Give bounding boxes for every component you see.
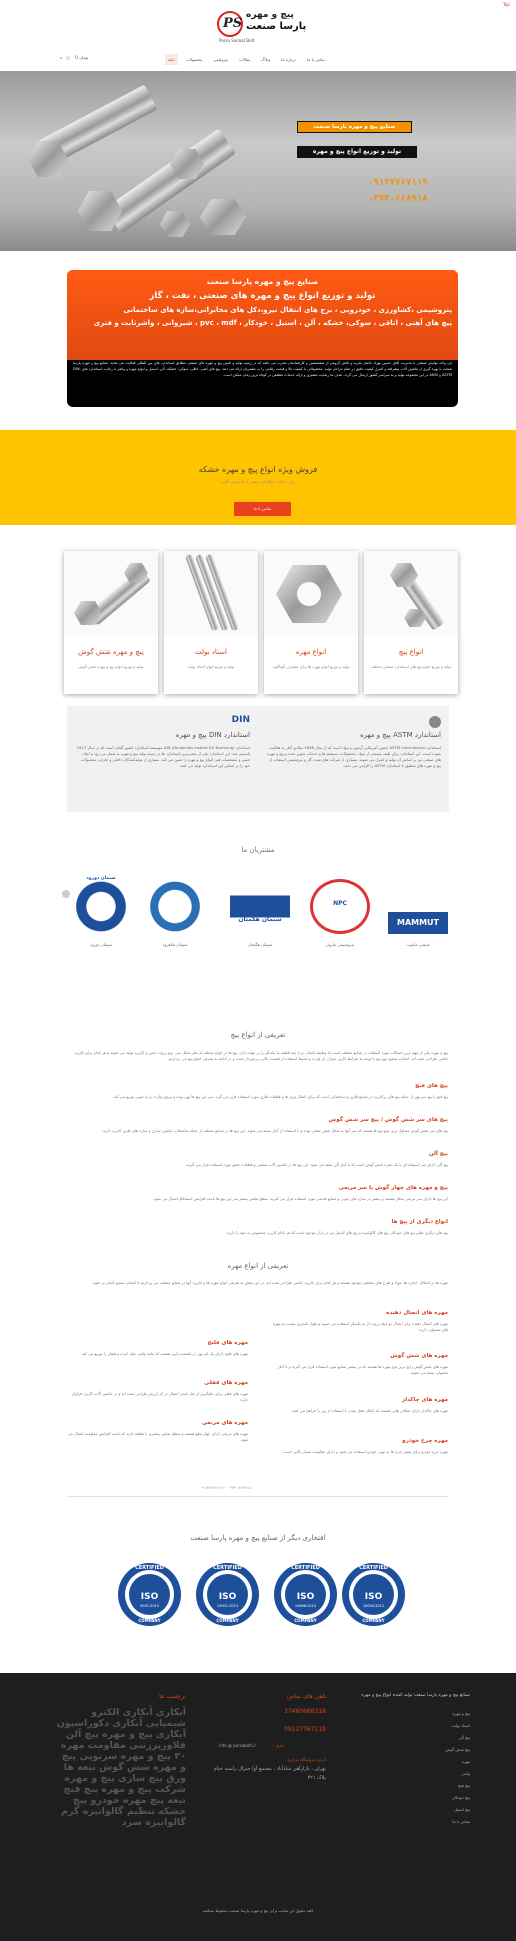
product-card[interactable] <box>164 551 258 694</box>
iso-badge: ISO 10004:2012 CERTIFIED COMPANY <box>342 1563 405 1626</box>
nuts-intro: مهره ها در اشکال، اندازه ها، مواد و طرح های مختلفی موجود هستند و هر کدام برای کاربرد خاصی طراحی شده اند. در این بخش به معرفی انواع مهره ها و کاربرد آنها در صنایع مختلف می پردازیم تا انتخاب صحیح آسان تر شود. <box>92 1280 448 1285</box>
nut-heading: مهره های قفلی <box>204 1380 248 1386</box>
phone-footnote: ۰۹۱۲۷۷۶۷۱۱۹ - ۰۳۷۴۰۶۶۸۹۱۸ <box>200 1485 252 1490</box>
footer-link[interactable]: پیچ آلن <box>458 1735 470 1740</box>
special-sale-subtitle: برای دریافت اطلاعات بیشتر با ما تماس بگیرید <box>219 479 297 484</box>
customer-name: پتروشیمی مارون <box>325 942 355 947</box>
iso-badge: ISO 9001:2015 CERTIFIED COMPANY <box>118 1563 181 1626</box>
footer-address: تهران ، بازارآهن شادآباد ، مجتمع آوا جنرال راسته خیام پلاک ۴۲۱ <box>213 1766 326 1781</box>
footer-link[interactable]: پیچ خودکار <box>452 1795 470 1800</box>
product-card[interactable] <box>264 551 358 694</box>
standard-din <box>67 706 258 812</box>
special-sale-title: فروش ویژه انواع پیچ و مهره خشکه <box>198 465 318 474</box>
nav-articles[interactable]: مقالات <box>238 56 251 62</box>
hero-phone-1[interactable]: ۰۹۱۲۷۷۶۷۱۱۹ <box>368 178 428 188</box>
product-title[interactable]: انواع پیچ <box>398 648 424 656</box>
nav-blog[interactable]: وبلاگ <box>261 56 271 62</box>
standard-text: استاندارد ASTM International انجمن آمریکایی آزمون و مواد است که از سال 1898 میلادی آغاز به فعالیت نموده است. این استاندارد برای طیف وسیعی از مواد، محصولات، سیستم ها و خدمات تدوین شده و پیچ و مهره های صنعتی نیز بر اساس آن تولید و کنترل می شوند. بسیاری از شرکت های نفت، گاز و پتروشیمی استفاده از پیچ و مهره های منطبق با استاندارد ASTM را الزامی می دانند. <box>267 745 441 768</box>
intro-body: این واحد تولیدی صنعتی با مدیریت آقای حسین بهزاد حاصل تجربه و تلاش گروهی از متخصصین و کارشناسان مجرب می باشد که در زمینه تولید و تامین پیچ و مهره های صنعتی مطابق استاندارد های بین المللی فعالیت می نماید. صنایع پیچ و مهره پارسا صنعت با بهره گیری از ماشین آلات پیشرفته و کنترل کیفیت دقیق در تمام مراحل تولید، محصولاتی با کیفیت بالا و قیمت رقابتی را به مشتریان ارائه می دهد. پیچ های آهنی، اتاقی، سوکی، خشکه، آلن، استیل و انواع مهره و واشر با رعایت استاندارد های DIN، ASTM و ANSI در این مجموعه تولید و به سراسر کشور ارسال می گردد. هدف ما رضایت مشتری و ارائه خدمات مطمئن در کوتاه ترین زمان ممکن است. <box>73 361 452 377</box>
divider <box>67 1496 448 1497</box>
footer-col-title: صنایع پیچ و مهره پارسا صنعت تولید کننده انواع پیچ و مهره <box>361 1693 470 1698</box>
intro-line-1: پتروشیمی ،کشاورزی ، خودرویی ، برج های انتقال نیرو،دکل های مخابراتی،سازه های ساختمانی <box>123 306 452 314</box>
product-title[interactable]: پیچ و مهره شش گوش <box>78 648 144 656</box>
customer-name: سیمان هگمتان <box>247 942 273 947</box>
customer-logo <box>140 876 210 956</box>
site-footer <box>0 1673 516 1941</box>
footer-email[interactable]: info @ parsabolt.ir <box>219 1743 256 1748</box>
cart-icon[interactable]: 🛒 <box>66 55 72 60</box>
customer-name: سیمان شاهرود <box>162 942 188 947</box>
customer-name: صنعتی ماموت <box>406 942 430 947</box>
nav-home[interactable]: خانه <box>165 54 178 65</box>
cart-total: 0 تومان <box>75 55 89 60</box>
standard-text: استاندارد DIN (Deutsches Institut für Normung) موسسه استاندارد کشور آلمان است که در سال 1917 تاسیس شد. این استاندارد یکی از معتبرترین استاندارد ها در زمینه تولید پیچ و مهره به شمار می رود و ابعاد، جنس و مشخصات فنی انواع پیچ و مهره را تعیین می کند. بسیاری از تولیدکنندگان داخلی و خارجی محصولات خود را بر اساس این استاندارد تولید می کنند. <box>76 745 250 768</box>
nut-text: مهره های مربعی دارای چهار ضلع هستند و سطح تماس بیشتری با قطعه دارند که باعث افزایش مقاومت اتصال می شود. <box>67 1431 248 1442</box>
din-logo: DIN <box>231 715 250 725</box>
product-card[interactable] <box>364 551 458 694</box>
logo-line1: پیچ و مهره <box>246 10 294 20</box>
footer-link[interactable]: پیچ استیل <box>453 1807 470 1812</box>
nav-products[interactable]: محصولات <box>185 56 203 62</box>
logo-text: NPC <box>333 900 347 907</box>
customer-logo <box>225 876 295 956</box>
customer-logo <box>383 876 453 956</box>
search-icon[interactable]: ⌕ <box>60 55 63 60</box>
footer-link[interactable]: پیچ فنچ <box>458 1783 470 1788</box>
logo-line2: پارسا صنعت <box>246 21 307 32</box>
cement-logo-icon <box>145 879 205 934</box>
footer-link[interactable]: پیچ و مهره <box>452 1711 470 1716</box>
bolt-heading: پیچ های فنچ <box>415 1083 448 1089</box>
product-desc: تولید و توزیع انواع استاد بولت <box>187 664 235 669</box>
nut-heading: مهره های فلنج <box>207 1340 248 1346</box>
nav-petro[interactable]: پترولیمی <box>213 56 228 62</box>
nav-contact[interactable]: تماس با ما <box>306 56 325 62</box>
nav-about[interactable]: درباره ما <box>281 56 296 62</box>
footer-email-label: ایمیل : <box>272 1743 284 1748</box>
hegmatan-logo-icon <box>230 879 290 934</box>
cart[interactable] <box>60 55 89 60</box>
product-desc: تولید و توزیع انواع پیچ و مهره شش گوش <box>78 664 144 669</box>
footer-address-label: آدرس فروشگاه مرکزی : <box>284 1757 326 1762</box>
bolt-text: این پیچ ها دارای سر مربعی شکل هستند و بیشتر در سازه های چوبی و صنایع قدیمی مورد استفاده قرار می گیرند. سطح تماس بیشتر سر این پیچ ها باعث افزایش استحکام اتصال می شود. <box>152 1196 448 1201</box>
footer-link[interactable]: تماس با ما <box>452 1819 470 1824</box>
hero-subtitle: تولید و توزیع انواع پیچ و مهره <box>297 146 417 158</box>
product-image <box>164 551 258 637</box>
footer-link[interactable]: استاد بولت <box>451 1723 470 1728</box>
site-header <box>0 0 516 52</box>
customer-name: سیمان دورود <box>90 942 112 947</box>
bolt-heading: انواع دیگری از پیچ ها <box>391 1219 448 1225</box>
nuts-section-title: تعریفی از انواع مهره <box>227 1262 289 1270</box>
hero-title: صنایع پیچ و مهره پارسا صنعت <box>297 121 412 133</box>
nut-heading: مهره چرخ خودرو <box>402 1438 448 1444</box>
standard-astm <box>258 706 449 812</box>
footer-col-title: برچسب ها <box>159 1693 186 1700</box>
contact-us-button[interactable]: تماس با ما <box>234 502 291 516</box>
iso-badge: ISO 14001:2015 CERTIFIED COMPANY <box>196 1563 259 1626</box>
bolt-heading: پیچ آلن <box>428 1151 448 1157</box>
nut-text: مهره های فلنج دارای یک لبه پهن در قسمت پایین هستند که مانند واشر عمل کرده و فشار را توزیع می کند. <box>80 1351 248 1356</box>
customers-title: مشتریان ما <box>241 846 275 854</box>
nut-text: مهره های قفلی برای جلوگیری از شل شدن اتصال در اثر لرزش طراحی شده اند و در ماشین آلات کاربرد فراوان دارند. <box>71 1391 248 1402</box>
bolt-text: پیچ فنچ یا پیچ سر پهن از جمله پیچ های پرکاربرد در صنایع فلزی و ساختمانی است که برای اتصال ورق ها و قطعات فلزی مورد استفاده قرار می گیرد. سر این پیچ ها پهن بوده و نیروی وارده را به خوبی توزیع می کند. <box>112 1094 448 1099</box>
footer-link[interactable]: مهره <box>461 1759 470 1764</box>
product-card[interactable] <box>64 551 158 694</box>
tag-cloud[interactable]: آبکاری آبکاری الکترو شیمیایی آبکاری دکوراسیون آبکاری پیچ و مهره پیچ آلن فلاورپرزتنی مقاومت مهره ۳۰ پیچ و مهره سرتوپی پیچ و مهره شش گوش تیغه ها ورق پیچ سازی پیچ و مهره شرکت پیچ و مهره پیچ فنچ تیغه پیچ مهره خودرو پیچ خشکه تنطیم گالوانیزه گرم گالوانیزه سرد <box>56 1707 186 1828</box>
copyright: کلیه حقوق این سایت برای پیچ و مهره پارسا صنعت محفوظ میباشد <box>202 1908 314 1913</box>
bolt-text: پیچ آلن دارای سر استوانه ای با یک حفره شش گوش است که با آچار آلن بسته می شود. این پیچ ها در ماشین آلات صنعتی و قطعات دقیق مورد استفاده قرار می گیرند. <box>185 1162 448 1167</box>
product-title[interactable]: انواع مهره <box>295 648 327 656</box>
product-desc: تولید و توزیع انواع مهره ها برای مصارف گوناگون <box>272 664 350 669</box>
customer-logo <box>66 876 136 956</box>
iso-badge: ISO 10668:2010 CERTIFIED COMPANY <box>274 1563 337 1626</box>
intro-box <box>67 270 458 407</box>
doroud-logo-icon <box>71 879 131 934</box>
standard-title: استاندارد ASTM پیچ و مهره <box>359 731 441 739</box>
product-image <box>264 551 358 637</box>
footer-col-title: تلفن های تماس <box>286 1693 326 1700</box>
top-link[interactable]: Top <box>503 2 510 7</box>
logo-text: MAMMUT <box>396 918 440 927</box>
intro-line-2: پیچ های آهنی ، اتاقی ، سوکی، خشکه ، آلن ، استیل ، خودکار ، pvc ، mdf ، شیروانی ، واشرثابت و فنری <box>93 319 452 327</box>
logo-mark: PS <box>217 11 243 37</box>
nut-text: مهره چرخ خودرو برای بستن چرخ ها به توپی خودرو استفاده می شود و دارای مقاومت بسیار بالایی است. <box>282 1449 448 1454</box>
footer-link[interactable]: واشر <box>461 1771 470 1776</box>
product-desc: تولید و توزیع انواع پیچ های استاندارد صنعتی مختلف <box>370 664 452 669</box>
intro-title: صنایع پیچ و مهره پارسا صنعت <box>206 277 319 286</box>
standard-title: استاندارد DIN پیچ و مهره <box>175 731 250 739</box>
nut-text: مهره های اتصال دهنده برای اتصال دو میله رزوه دار به یکدیگر استفاده می شوند و طول بلندتری نسبت به مهره های معمولی دارند. <box>272 1321 448 1332</box>
bolt-text: پیچ های دیگری نظیر پیچ های خودکار، پیچ های گالوانیزه و پیچ های استیل نیز در بازار موجود است که هر کدام کاربرد مخصوص به خود را دارند. <box>225 1230 448 1235</box>
hero-banner <box>0 71 516 251</box>
bolts-section-title: تعریفی از انواع پیچ <box>230 1031 286 1039</box>
footer-link[interactable]: پیچ شش گوش <box>445 1747 470 1752</box>
nut-image <box>160 211 190 237</box>
nut-heading: مهره های مربعی <box>201 1420 248 1426</box>
product-image <box>64 551 158 637</box>
bolts-intro: پیچ و مهره یکی از مهم ترین اتصالات مورد استفاده در صنایع مختلف است که وظیفه اتصال دو یا چند قطعه به یکدیگر را بر عهده دارد. پیچ ها در انواع مختلف از نظر شکل سر، نوع رزوه، جنس و کاربرد تولید می شوند و هر کدام برای کاربرد خاصی طراحی شده اند. انتخاب صحیح نوع پیچ با توجه به شرایط کاری، میزان بار وارده و محیط استفاده از اهمیت بالایی برخوردار است و در ادامه به معرفی انواع پیچ می پردازیم. <box>74 1050 448 1061</box>
product-image <box>364 551 458 637</box>
bolt-heading: پیچ های سر شش گوش / پیچ سر شش گوش <box>328 1117 448 1123</box>
footer-phone[interactable]: 37460668318 <box>284 1708 326 1715</box>
astm-logo-icon <box>429 716 441 728</box>
honors-title: افتخاری دیگر از صنایع پیچ و مهره پارسا صنعت <box>190 1534 326 1542</box>
footer-phone[interactable]: 09127767119 <box>284 1726 326 1733</box>
site-logo[interactable] <box>213 9 307 43</box>
nut-text: مهره های چاکدار دارای شکاف هایی هستند که امکان قفل شدن با استفاده از پین را فراهم می کنند. <box>291 1408 448 1413</box>
hero-phone-2[interactable]: ۰۳۷۴۰۶۶۸۹۱۸ <box>368 194 428 204</box>
logo-text: سیمان دورود <box>86 876 116 881</box>
bolt-heading: پیچ و مهره های چهار گوش یا سر مربعی <box>338 1185 448 1191</box>
nut-heading: مهره های چاکدار <box>402 1397 448 1403</box>
product-title[interactable]: استاد بولت <box>195 648 227 656</box>
bolt-text: پیچ های سر شش گوش متداول ترین نوع پیچ ها هستند که سر آنها به شکل شش ضلعی بوده و با استفاده از آچار بسته می شوند. این پیچ ها در صنایع مختلف از جمله ساختمان، ماشین سازی و سازه های فلزی کاربرد دارند. <box>101 1128 448 1133</box>
nut-heading: مهره های اتصال دهنده <box>386 1310 448 1316</box>
nut-text: مهره های شش گوش رایج ترین نوع مهره ها هستند که در بیشتر صنایع مورد استفاده قرار می گیرند و با آچار معمولی بسته می شوند. <box>277 1364 448 1375</box>
nut-image <box>200 199 246 235</box>
nut-heading: مهره های شش گوش <box>390 1353 448 1359</box>
intro-subtitle: تولید و توزیع انواع پیچ و مهره های صنعتی ، نفت ، گاز <box>149 291 376 301</box>
logo-line3: Parsa Sanaat Bolt <box>219 38 255 43</box>
logo-text: سیمان هگمتان <box>238 916 282 923</box>
customer-logo <box>305 876 375 956</box>
main-nav <box>165 52 359 66</box>
